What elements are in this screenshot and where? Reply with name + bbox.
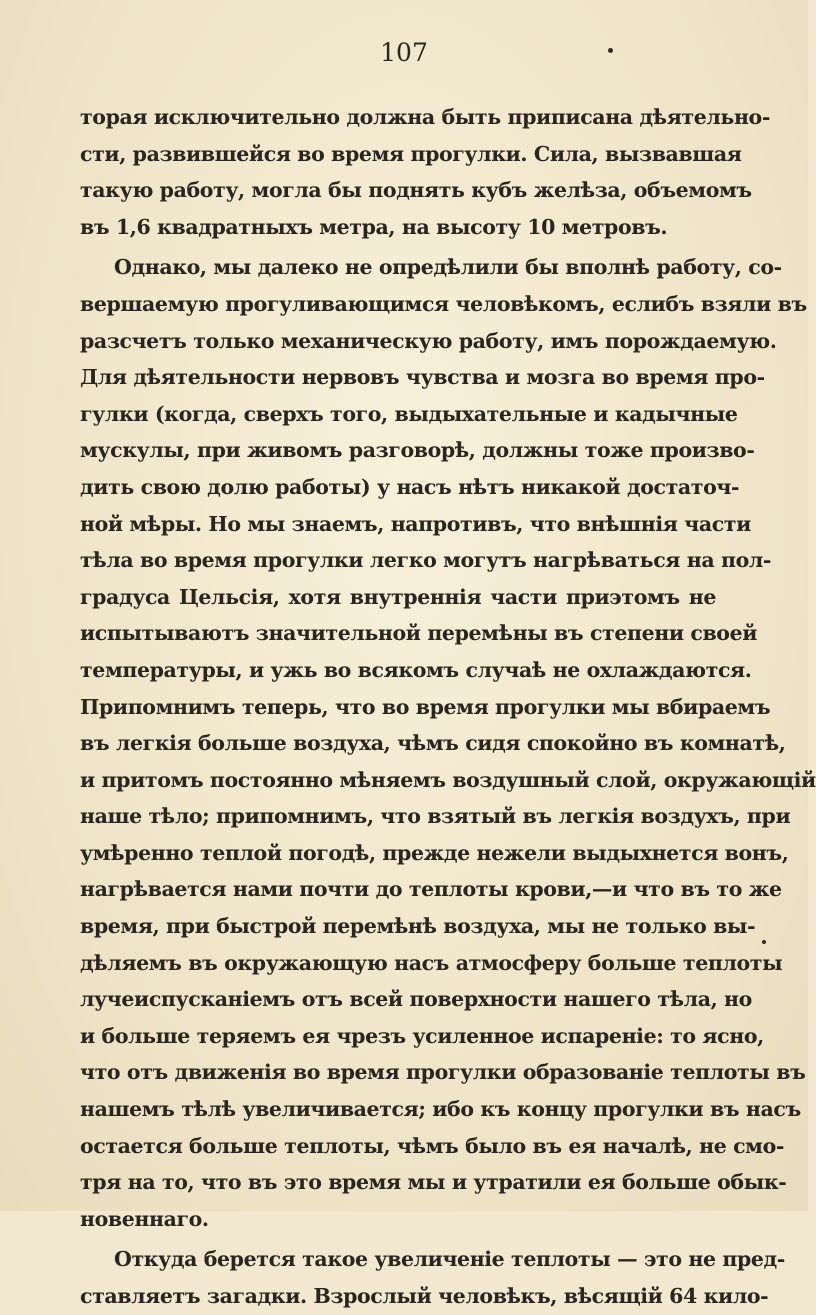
text-line: остается больше теплоты, чѣмъ было въ ея началѣ, не смо- — [80, 1133, 784, 1158]
text-line: Припомнимъ теперь, что во время прогулки мы вбираемъ — [80, 694, 771, 719]
ink-speck — [762, 940, 766, 944]
text-line: ной мѣры. Но мы знаемъ, напротивъ, что внѣшнія части — [80, 511, 751, 536]
body-text — [80, 99, 816, 1315]
text-line: сти, развившейся во время прогулки. Сила, вызвавшая — [80, 141, 742, 166]
text-line: въ 1,6 квадратныхъ метра, на высоту 10 метровъ. — [80, 214, 668, 239]
page-number: 107 — [380, 38, 428, 67]
text-line: такую работу, могла бы поднять кубъ желѣза, объемомъ — [80, 178, 752, 203]
text-line: лучеиспусканіемъ отъ всей поверхности нашего тѣла, но — [80, 987, 752, 1012]
text-line: и притомъ постоянно мѣняемъ воздушный слой, окружающій — [80, 767, 816, 792]
text-line: тря на то, что въ это время мы и утратили ея больше обык- — [80, 1170, 787, 1195]
text-line: нашемъ тѣлѣ увеличивается; ибо къ концу прогулки въ насъ — [80, 1097, 801, 1122]
text-line: дѣляемъ въ окружающую насъ атмосферу больше теплоты — [80, 950, 783, 975]
text-line: наше тѣло; припомнимъ, что взятый въ легкія воздухъ, при — [80, 804, 791, 829]
text-line: Для дѣятельности нервовъ чувства и мозга во время про- — [80, 365, 765, 390]
text-line: мускулы, при живомъ разговорѣ, должны тоже произво- — [80, 438, 755, 463]
text-line: испытываютъ значительной перемѣны въ степени своей — [80, 621, 758, 646]
text-line: температуры, и ужь во всякомъ случаѣ не охлаждаются. — [80, 657, 752, 682]
text-line: время, при быстрой перемѣнѣ воздуха, мы не только вы- — [80, 914, 756, 939]
paragraph-start-line: Однако, мы далеко не опредѣлили бы вполнѣ работу, со- — [114, 255, 782, 280]
text-line: новеннаго. — [80, 1206, 209, 1231]
text-line: гулки (когда, сверхъ того, выдыхательные и кадычные — [80, 401, 738, 426]
text-line: въ легкія больше воздуха, чѣмъ сидя спокойно въ комнатѣ, — [80, 731, 786, 756]
text-line: градуса Цельсія, хотя внутреннія части приэтомъ не — [80, 584, 716, 609]
text-line: и больше теряемъ ея чрезъ усиленное испареніе: то ясно, — [80, 1023, 764, 1048]
text-line: что отъ движенія во время прогулки образованіе теплоты въ — [80, 1060, 806, 1085]
paragraph-start-line: Откуда берется такое увеличеніе теплоты — это не пред- — [114, 1247, 785, 1272]
ink-speck — [608, 48, 613, 53]
text-line: тѣла во время прогулки легко могутъ нагрѣваться на пол- — [80, 548, 772, 573]
text-line: разсчетъ только механическую работу, имъ порождаемую. — [80, 328, 777, 353]
text-line: умѣренно теплой погодѣ, прежде нежели выдыхнется вонъ, — [80, 840, 789, 865]
text-line: вершаемую прогуливающимся человѣкомъ, еслибъ взяли въ — [80, 291, 807, 316]
text-line: дить свою долю работы) у насъ нѣтъ никакой достаточ- — [80, 474, 740, 499]
text-line: ставляетъ загадки. Взрослый человѣкъ, вѣсящій 64 кило- — [80, 1284, 769, 1308]
text-line: торая исключительно должна быть приписана дѣятельно- — [80, 105, 770, 129]
text-line: нагрѣвается нами почти до теплоты крови,—и что въ то же — [80, 877, 782, 902]
